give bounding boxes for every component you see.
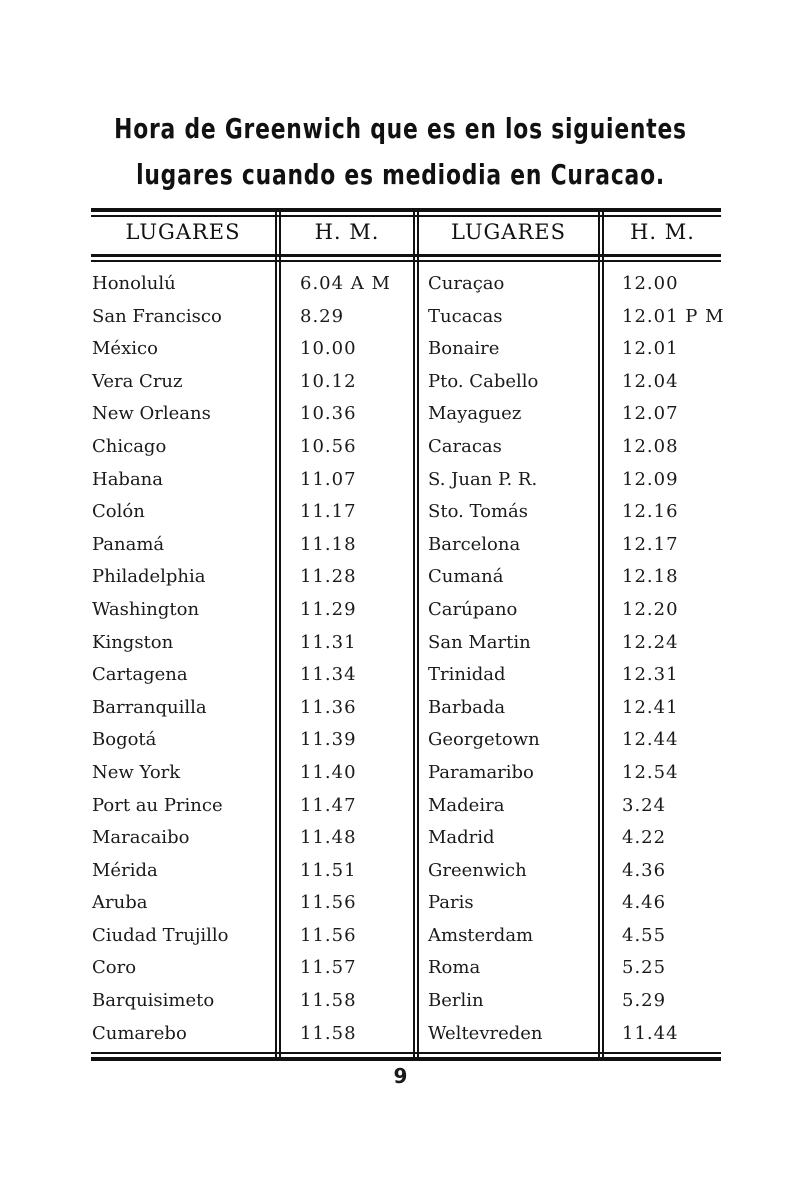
left-time-cell: 10.12	[300, 370, 357, 392]
header-rule-thick	[91, 254, 721, 257]
left-place-cell: Aruba	[92, 892, 148, 914]
header-hm-left: H. M.	[314, 220, 380, 244]
left-time-cell: 11.07	[300, 468, 357, 490]
right-time-cell: 4.55	[622, 924, 667, 946]
right-place-cell: Bonaire	[428, 338, 500, 360]
left-time-cell: 11.58	[300, 990, 357, 1012]
right-place-cell: Paris	[428, 892, 474, 914]
right-time-cell: 12.16	[622, 501, 679, 523]
left-time-cell: 8.29	[300, 305, 345, 327]
left-place-cell: Barquisimeto	[92, 990, 215, 1012]
right-place-cell: Mayaguez	[428, 403, 522, 425]
left-place-cell: New Orleans	[92, 403, 211, 425]
column-divider-3	[598, 208, 600, 1061]
right-places-column	[428, 268, 596, 1050]
right-times-column	[622, 268, 725, 1050]
left-time-cell: 11.31	[300, 631, 357, 653]
left-time-cell: 11.17	[300, 501, 357, 523]
left-place-cell: Chicago	[92, 435, 167, 457]
left-place-cell: Cumarebo	[92, 1022, 187, 1044]
left-time-cell: 11.57	[300, 957, 357, 979]
right-time-cell: 3.24	[622, 794, 667, 816]
right-place-cell: Caracas	[428, 435, 502, 457]
right-time-cell: 12.18	[622, 566, 679, 588]
left-time-cell: 11.34	[300, 664, 357, 686]
right-time-cell: 4.46	[622, 892, 667, 914]
right-time-cell: 5.29	[622, 990, 667, 1012]
right-place-cell: Roma	[428, 957, 481, 979]
right-time-cell: 11.44	[622, 1022, 679, 1044]
left-place-cell: Honolulú	[92, 273, 176, 294]
right-place-cell: Georgetown	[428, 729, 540, 751]
right-time-cell: 5.25	[622, 957, 667, 979]
top-rule-thick	[91, 208, 721, 212]
left-place-cell: Port au Prince	[92, 794, 223, 816]
right-place-cell: Sto. Tomás	[428, 501, 529, 523]
right-time-cell: 12.08	[622, 435, 679, 457]
left-place-cell: Philadelphia	[92, 566, 206, 588]
right-time-cell: 12.31	[622, 664, 679, 686]
right-time-cell: 12.44	[622, 729, 679, 751]
left-time-cell: 11.47	[300, 794, 357, 816]
top-rule-thin	[91, 215, 721, 217]
left-time-cell: 11.28	[300, 566, 357, 588]
left-place-cell: Colón	[92, 501, 145, 523]
header-lugares-left: LUGARES	[125, 220, 241, 244]
right-place-cell: Barbada	[428, 696, 506, 718]
right-place-cell: Greenwich	[428, 859, 527, 881]
right-time-cell: 12.01 P M	[622, 305, 725, 327]
header-hm-right: H. M.	[630, 220, 695, 244]
left-places-column	[92, 268, 272, 1050]
left-place-cell: New York	[92, 761, 181, 783]
column-divider-1	[275, 208, 277, 1061]
right-time-cell: 12.24	[622, 631, 679, 653]
left-time-cell: 11.51	[300, 859, 357, 881]
right-time-cell: 12.07	[622, 403, 679, 425]
left-time-cell: 11.39	[300, 729, 357, 751]
column-divider-1b	[279, 208, 281, 1061]
right-time-cell: 12.04	[622, 370, 679, 392]
left-time-cell: 11.48	[300, 827, 357, 849]
left-place-cell: Cartagena	[92, 664, 188, 686]
left-place-cell: San Francisco	[92, 305, 222, 327]
left-times-column	[300, 268, 412, 1050]
left-time-cell: 11.18	[300, 533, 357, 555]
right-place-cell: Weltevreden	[428, 1022, 543, 1044]
header-rule-thin	[91, 260, 721, 262]
right-time-cell: 4.36	[622, 859, 667, 881]
right-place-cell: Pto. Cabello	[428, 370, 539, 392]
column-divider-center-b	[417, 208, 419, 1061]
left-time-cell: 11.56	[300, 924, 357, 946]
right-time-cell: 4.22	[622, 827, 667, 849]
right-place-cell: Madrid	[428, 827, 495, 849]
left-time-cell: 11.29	[300, 598, 357, 620]
left-place-cell: Panamá	[92, 533, 165, 555]
right-place-cell: Paramaribo	[428, 761, 534, 783]
left-time-cell: 10.00	[300, 338, 357, 360]
bottom-rule-thin	[91, 1052, 721, 1054]
right-place-cell: S. Juan P. R.	[428, 468, 538, 490]
right-time-cell: 12.17	[622, 533, 679, 555]
right-place-cell: Carúpano	[428, 598, 518, 620]
page-title-line-1: Hora de Greenwich que es en los siguientes	[114, 112, 687, 145]
left-time-cell: 10.56	[300, 435, 357, 457]
left-place-cell: Coro	[92, 957, 137, 979]
left-time-cell: 11.40	[300, 761, 357, 783]
column-divider-3b	[602, 208, 604, 1061]
right-place-cell: San Martin	[428, 631, 531, 653]
left-time-cell: 11.36	[300, 696, 357, 718]
right-place-cell: Curaçao	[428, 273, 505, 294]
right-time-cell: 12.54	[622, 761, 679, 783]
bottom-rule-thick	[91, 1057, 721, 1061]
left-place-cell: Barranquilla	[92, 696, 207, 718]
right-time-cell: 12.00	[622, 273, 679, 294]
right-place-cell: Trinidad	[428, 664, 506, 686]
column-divider-center	[413, 208, 415, 1061]
right-place-cell: Madeira	[428, 794, 505, 816]
right-place-cell: Berlin	[428, 990, 484, 1012]
left-place-cell: Washington	[92, 598, 200, 620]
left-time-cell: 11.56	[300, 892, 357, 914]
right-place-cell: Amsterdam	[428, 924, 534, 946]
right-time-cell: 12.41	[622, 696, 679, 718]
page-number: 9	[393, 1064, 408, 1088]
left-time-cell: 10.36	[300, 403, 357, 425]
right-place-cell: Cumaná	[428, 566, 504, 588]
left-place-cell: México	[92, 338, 158, 360]
right-place-cell: Tucacas	[428, 305, 503, 327]
page-title-line-2: lugares cuando es mediodia en Curacao.	[136, 158, 665, 191]
left-place-cell: Maracaibo	[92, 827, 190, 849]
left-place-cell: Bogotá	[92, 729, 157, 751]
left-time-cell: 11.58	[300, 1022, 357, 1044]
header-lugares-right: LUGARES	[451, 220, 566, 244]
left-time-cell: 6.04 A M	[300, 273, 391, 294]
right-place-cell: Barcelona	[428, 533, 521, 555]
right-time-cell: 12.01	[622, 338, 679, 360]
right-time-cell: 12.09	[622, 468, 679, 490]
left-place-cell: Mérida	[92, 859, 158, 881]
left-place-cell: Habana	[92, 468, 164, 490]
left-place-cell: Ciudad Trujillo	[92, 924, 229, 946]
left-place-cell: Kingston	[92, 631, 174, 653]
right-time-cell: 12.20	[622, 598, 679, 620]
left-place-cell: Vera Cruz	[92, 370, 183, 392]
